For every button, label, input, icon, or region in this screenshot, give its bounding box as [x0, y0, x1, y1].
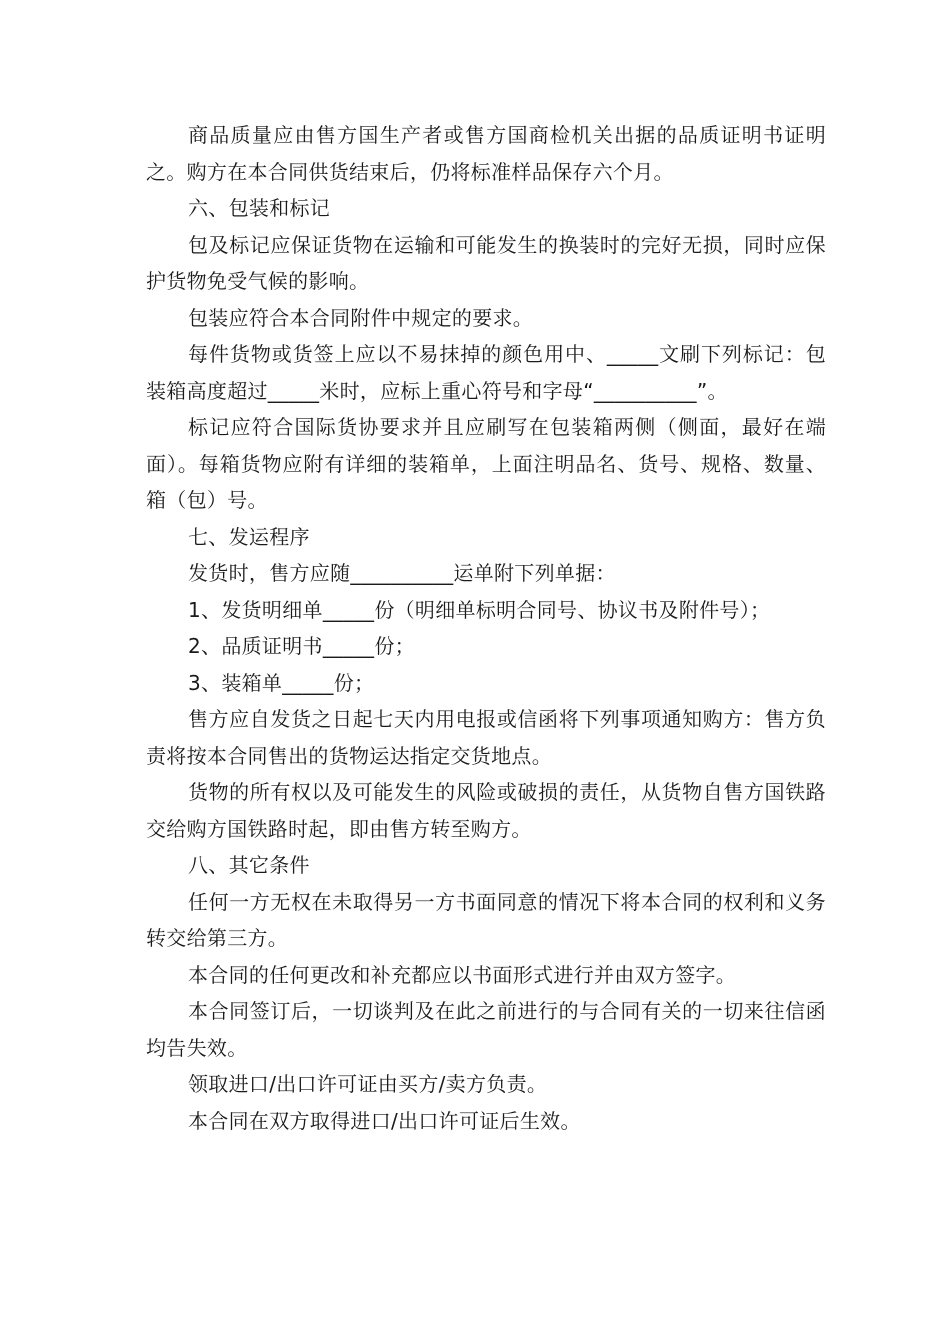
section-heading-packaging: 六、包装和标记 — [188, 196, 331, 220]
list-item-packing-list: 3、装箱单_____份； — [188, 670, 375, 695]
paragraph-quality-certificate: 商品质量应由售方国生产者或售方国商检机关出据的品质证明书证明之。购方在本合同供货结束后，仍将标准样品保存六个月。 — [146, 123, 826, 184]
paragraph-assignment-restriction: 任何一方无权在未取得另一方书面同意的情况下将本合同的权利和义务转交给第三方。 — [146, 889, 826, 950]
paragraph-packaging-protection: 包及标记应保证货物在运输和可能发生的换装时的完好无损，同时应保护货物免受气候的影响。 — [146, 232, 826, 293]
paragraph-marking-standards: 标记应符合国际货协要求并且应刷写在包装箱两侧（侧面，最好在端面）。每箱货物应附有详细的装箱单，上面注明品名、货号、规格、数量、箱（包）号。 — [146, 415, 826, 512]
list-item-shipping-detail: 1、发货明细单_____份（明细单标明合同号、协议书及附件号）； — [188, 597, 771, 622]
section-heading-shipping: 七、发运程序 — [188, 524, 310, 549]
paragraph-ownership-transfer: 货物的所有权以及可能发生的风险或破损的责任，从货物自售方国铁路交给购方国铁路时起，即由售方转至购方。 — [146, 780, 826, 841]
document-body — [146, 117, 826, 1139]
paragraph-shipping-documents: 发货时，售方应随__________运单附下列单据： — [188, 561, 616, 585]
paragraph-prior-correspondence: 本合同签订后，一切谈判及在此之前进行的与合同有关的一切来往信函均告失效。 — [146, 999, 826, 1060]
paragraph-effectiveness: 本合同在双方取得进口/出口许可证后生效。 — [188, 1108, 581, 1133]
list-item-quality-certificate: 2、品质证明书_____份； — [188, 634, 415, 658]
section-heading-other-terms: 八、其它条件 — [188, 853, 310, 877]
paragraph-packaging-requirements: 包装应符合本合同附件中规定的要求。 — [188, 305, 534, 330]
paragraph-license-responsibility: 领取进口/出口许可证由买方/卖方负责。 — [188, 1072, 548, 1096]
paragraph-amendments: 本合同的任何更改和补充都应以书面形式进行并由双方签字。 — [188, 962, 737, 987]
paragraph-marking-instructions: 每件货物或货签上应以不易抹掉的颜色用中、_____文刷下列标记：包装箱高度超过_____米时，应标上重心符号和字母“__________”。 — [146, 342, 826, 403]
paragraph-shipment-notice: 售方应自发货之日起七天内用电报或信函将下列事项通知购方：售方负责将按本合同售出的货物运达指定交货地点。 — [146, 707, 826, 768]
